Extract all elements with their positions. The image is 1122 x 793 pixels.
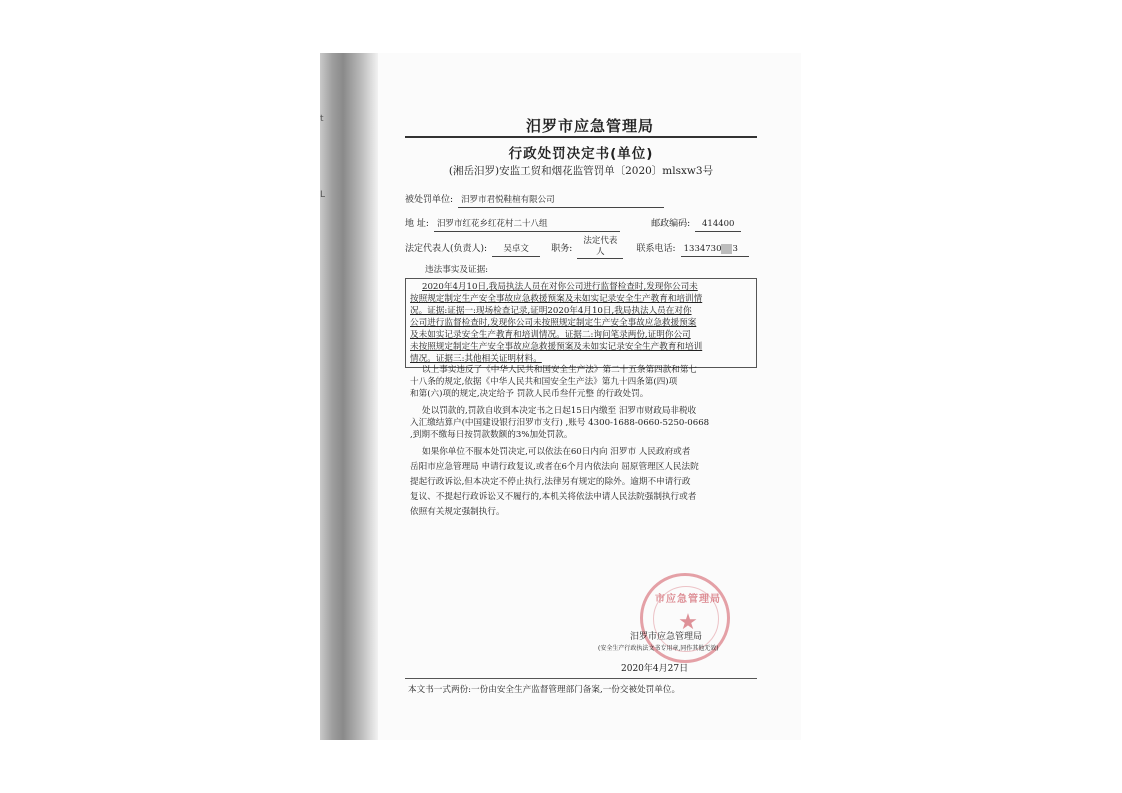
appeal-line: 岳阳市应急管理局 申请行政复议,或者在6个月内依法向 屈原管理区人民法院 xyxy=(410,462,699,472)
address-label: 地 址: xyxy=(405,219,429,229)
facts-line: 按照规定制定生产安全事故应急救援预案及未如实记录安全生产教育和培训情 xyxy=(410,294,703,304)
phone-digits: 1334730 xyxy=(683,244,722,254)
phone-label: 联系电话: xyxy=(636,244,676,254)
facts-line: 2020年4月10日,我局执法人员在对你公司进行监督检查时,发现你公司未 xyxy=(422,282,698,292)
facts-heading: 违法事实及证据: xyxy=(425,265,489,275)
unit-value: 汨罗市君悦鞋楦有限公司 xyxy=(458,194,664,208)
duty-label: 职务: xyxy=(551,244,573,254)
representative-row xyxy=(405,236,749,259)
facts-line: 况。证据:证据一:现场检查记录,证明2020年4月10日,我局执法人员在对你 xyxy=(410,306,692,316)
payment-section xyxy=(410,405,757,441)
redaction-block xyxy=(721,244,732,254)
appeal-line: 如果你单位不服本处罚决定,可以依法在60日内向 汨罗市 人民政府或者 xyxy=(422,447,691,457)
facts-line: 未按照规定制定生产安全事故应急救援预案及未如实记录安全生产教育和培训 xyxy=(410,342,703,352)
duty-value xyxy=(577,236,623,259)
decision-date: 2020年4月27日 xyxy=(621,664,689,674)
facts-box xyxy=(405,278,757,368)
book-spine-shadow xyxy=(320,53,378,740)
appeal-line: 复议、不提起行政诉讼又不履行的,本机关将依法申请人民法院强制执行或者 xyxy=(410,492,697,502)
scanned-document xyxy=(320,53,801,740)
facts-line: 公司进行监督检查时,发现你公司未按照规定制定生产安全事故应急救援预案 xyxy=(410,318,697,328)
spine-mark: t xyxy=(320,114,324,124)
facts-line: 情况。证据三:其他相关证明材料。 xyxy=(410,354,542,364)
basis-line: 十八条的规定,依据《中华人民共和国安全生产法》第九十四条第(四)项 xyxy=(410,377,678,387)
appeal-line: 提起行政诉讼,但本决定不停止执行,法律另有规定的除外。逾期不申请行政 xyxy=(410,477,691,487)
basis-section xyxy=(410,364,757,400)
phone-digits: 3 xyxy=(732,244,738,254)
postcode-label: 邮政编码: xyxy=(651,219,691,229)
title-rule xyxy=(405,136,757,138)
payment-line: ,到期不缴每日按罚款数额的3%加处罚款。 xyxy=(410,430,573,440)
signature-agency: 汨罗市应急管理局 xyxy=(630,632,703,642)
facts-line: 及未如实记录安全生产教育和培训情况。证据二:询问笔录两份,证明你公司 xyxy=(410,330,691,340)
spine-mark: L xyxy=(320,190,326,200)
address-value: 汨罗市红花乡红花村二十八组 xyxy=(434,218,620,232)
representative-label: 法定代表人(负责人): xyxy=(405,244,488,254)
agency-name: 汨罗市应急管理局 xyxy=(525,117,654,135)
payment-line: 入汇缴结算户(中国建设银行汨罗市支行) ,账号 4300-1688-0660-5250-0668 xyxy=(410,418,710,428)
postcode-value: 414400 xyxy=(695,218,741,232)
basis-line: 以上事实违反了《中华人民共和国安全生产法》第二十五条第四款和第七 xyxy=(422,365,698,375)
phone-value xyxy=(681,243,749,257)
seal-star-icon: ★ xyxy=(678,610,698,635)
spine-marks xyxy=(320,111,325,203)
document-title: 行政处罚决定书(单位) xyxy=(508,146,654,162)
footer-rule xyxy=(405,678,757,679)
seal-text: 市应急管理局 xyxy=(655,594,721,605)
signature-note: (安全生产行政执法文书专用章,同作其他无效) xyxy=(598,645,719,652)
basis-line: 和第(六)项的规定,决定给予 罚款人民币叁仟元整 的行政处罚。 xyxy=(410,389,649,399)
address-row xyxy=(405,211,741,232)
representative-value: 吴卓文 xyxy=(492,243,540,257)
payment-line: 处以罚款的,罚款自收到本决定书之日起15日内缴至 汨罗市财政局非税收 xyxy=(422,406,697,416)
unit-label: 被处罚单位: xyxy=(405,195,454,205)
unit-row xyxy=(405,187,664,208)
footer-note: 本文书一式两份:一份由安全生产监督管理部门备案,一份交被处罚单位。 xyxy=(408,685,681,695)
appeal-line: 依照有关规定强制执行。 xyxy=(410,507,505,517)
duty-value-line: 法定代表 xyxy=(583,236,618,246)
duty-value-line: 人 xyxy=(596,247,605,257)
appeal-section xyxy=(410,445,757,520)
document-number: (湘岳汨罗)安监工贸和烟花监管罚单〔2020〕mlsxw3号 xyxy=(448,165,714,177)
